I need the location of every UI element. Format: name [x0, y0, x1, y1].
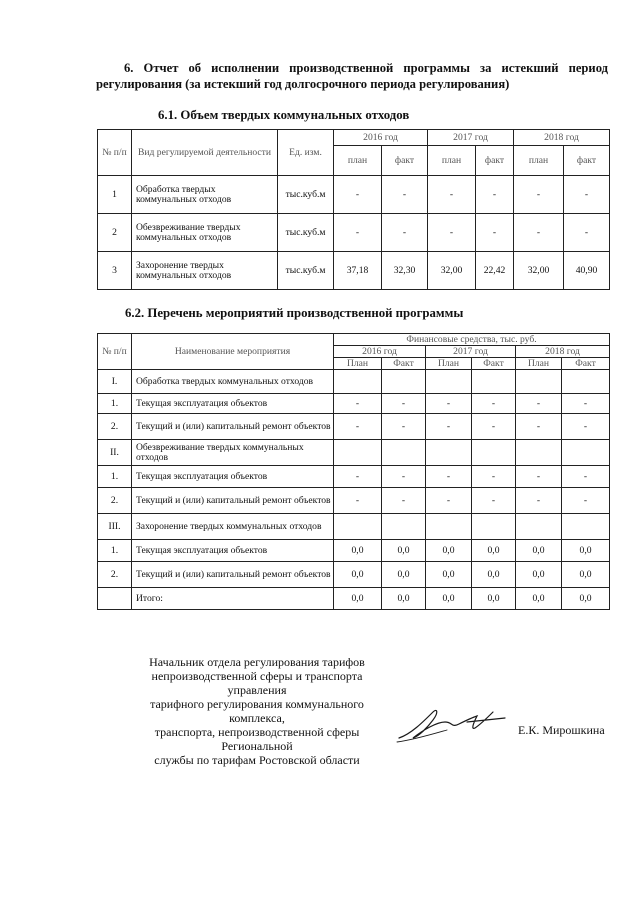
cell-value: -: [382, 176, 428, 214]
header-plan: План: [516, 358, 562, 370]
cell-value: -: [472, 488, 516, 514]
signer-position-line: непроизводственной сферы и транспорта управления: [151, 669, 363, 697]
header-plan: План: [334, 358, 382, 370]
cell-value: -: [382, 466, 426, 488]
row-num: 2.: [98, 414, 132, 440]
row-name: Текущая эксплуатация объектов: [132, 394, 334, 414]
header-year: 2018 год: [516, 346, 610, 358]
header-year: 2018 год: [514, 130, 610, 146]
cell-value: 0,0: [472, 540, 516, 562]
cell-value: -: [476, 176, 514, 214]
cell-value: -: [334, 214, 382, 252]
row-unit: тыс.куб.м: [278, 214, 334, 252]
cell-value: -: [426, 394, 472, 414]
table-row: [98, 176, 610, 214]
header-plan: План: [426, 358, 472, 370]
handwritten-signature-icon: [393, 700, 511, 746]
header-year: 2016 год: [334, 130, 428, 146]
header-year: 2016 год: [334, 346, 426, 358]
cell-value: 32,00: [428, 252, 476, 290]
header-plan: план: [428, 146, 476, 176]
table-row: [98, 394, 610, 414]
cell-value: -: [334, 414, 382, 440]
total-row: [98, 588, 610, 610]
row-name: Текущий и (или) капитальный ремонт объектов: [132, 414, 334, 440]
cell-value: -: [564, 214, 610, 252]
row-name: Захоронение твердых коммунальных отходов: [132, 252, 278, 290]
row-name: Захоронение твердых коммунальных отходов: [132, 514, 334, 540]
cell-value: [516, 514, 562, 540]
cell-value: 0,0: [382, 562, 426, 588]
cell-value: -: [516, 488, 562, 514]
row-name: Текущая эксплуатация объектов: [132, 466, 334, 488]
cell-value: -: [334, 488, 382, 514]
waste-volume-table: [97, 129, 610, 290]
cell-value: 0,0: [426, 562, 472, 588]
cell-value: -: [472, 466, 516, 488]
cell-value: [382, 440, 426, 466]
header-fact: Факт: [382, 358, 426, 370]
header-finance: Финансовые средства, тыс. руб.: [334, 334, 610, 346]
cell-value: -: [426, 466, 472, 488]
header-fact: факт: [382, 146, 428, 176]
table-row: [98, 252, 610, 290]
header-year: 2017 год: [428, 130, 514, 146]
cell-value: -: [562, 414, 610, 440]
header-num: № п/п: [98, 130, 132, 176]
signer-position-line: транспорта, непроизводственной сферы Региональной: [154, 725, 360, 753]
cell-value: 32,00: [514, 252, 564, 290]
section-2-title: 6.2. Перечень мероприятий производственной программы: [125, 306, 464, 320]
cell-value: -: [334, 466, 382, 488]
cell-value: 0,0: [426, 588, 472, 610]
cell-value: -: [428, 176, 476, 214]
signer-name: Е.К. Мирошкина: [518, 723, 605, 737]
cell-value: 0,0: [516, 540, 562, 562]
row-num: II.: [98, 440, 132, 466]
cell-value: -: [428, 214, 476, 252]
report-heading: [96, 60, 608, 92]
signer-position-line: службы по тарифам Ростовской области: [154, 753, 360, 767]
cell-value: -: [516, 414, 562, 440]
cell-value: [382, 514, 426, 540]
row-num: 1.: [98, 540, 132, 562]
cell-value: -: [334, 176, 382, 214]
cell-value: -: [516, 466, 562, 488]
cell-value: 0,0: [334, 562, 382, 588]
row-name: Обработка твердых коммунальных отходов: [132, 176, 278, 214]
cell-value: -: [472, 414, 516, 440]
cell-value: -: [426, 414, 472, 440]
table-row: [98, 562, 610, 588]
header-fact: факт: [564, 146, 610, 176]
cell-value: -: [562, 466, 610, 488]
header-year: 2017 год: [426, 346, 516, 358]
cell-value: 0,0: [562, 562, 610, 588]
table-row: [98, 414, 610, 440]
signer-position: [130, 655, 384, 767]
cell-value: -: [382, 394, 426, 414]
cell-value: 0,0: [472, 588, 516, 610]
cell-value: -: [476, 214, 514, 252]
cell-value: 0,0: [426, 540, 472, 562]
cell-value: [516, 370, 562, 394]
table-row: [98, 540, 610, 562]
signer-position-line: Начальник отдела регулирования тарифов: [149, 655, 365, 669]
cell-value: 0,0: [516, 588, 562, 610]
signer-position-line: тарифного регулирования коммунального комплекса,: [150, 697, 364, 725]
cell-value: 0,0: [382, 540, 426, 562]
row-name: Обезвреживание твердых коммунальных отходов: [132, 214, 278, 252]
cell-value: 37,18: [334, 252, 382, 290]
table-row: [98, 370, 610, 394]
row-num: 1.: [98, 394, 132, 414]
cell-value: [562, 370, 610, 394]
cell-value: -: [516, 394, 562, 414]
cell-value: [382, 370, 426, 394]
row-name: Итого:: [132, 588, 334, 610]
cell-value: 0,0: [516, 562, 562, 588]
row-unit: тыс.куб.м: [278, 252, 334, 290]
header-activity: Вид регулируемой деятельности: [132, 130, 278, 176]
table-row: [98, 514, 610, 540]
header-fact: факт: [476, 146, 514, 176]
heading-line-1: 6. Отчет об исполнении производственной программы за истекший период: [124, 61, 608, 75]
row-num: 2: [98, 214, 132, 252]
cell-value: -: [514, 176, 564, 214]
header-unit: Ед. изм.: [278, 130, 334, 176]
header-num: № п/п: [98, 334, 132, 370]
cell-value: 32,30: [382, 252, 428, 290]
row-num: I.: [98, 370, 132, 394]
cell-value: 0,0: [334, 540, 382, 562]
cell-value: -: [382, 488, 426, 514]
cell-value: -: [562, 394, 610, 414]
cell-value: [562, 440, 610, 466]
cell-value: 0,0: [382, 588, 426, 610]
row-unit: тыс.куб.м: [278, 176, 334, 214]
table-row: [98, 214, 610, 252]
row-name: Текущая эксплуатация объектов: [132, 540, 334, 562]
cell-value: -: [334, 394, 382, 414]
program-activities-table: [97, 333, 610, 610]
table-row: [98, 440, 610, 466]
row-name: Обработка твердых коммунальных отходов: [132, 370, 334, 394]
cell-value: [334, 440, 382, 466]
row-name: Обезвреживание твердых коммунальных отходов: [132, 440, 334, 466]
cell-value: 0,0: [334, 588, 382, 610]
cell-value: 0,0: [562, 588, 610, 610]
cell-value: [334, 370, 382, 394]
cell-value: -: [514, 214, 564, 252]
cell-value: -: [382, 214, 428, 252]
cell-value: 40,90: [564, 252, 610, 290]
row-num: 1.: [98, 466, 132, 488]
cell-value: [426, 440, 472, 466]
cell-value: [334, 514, 382, 540]
cell-value: [562, 514, 610, 540]
cell-value: [472, 440, 516, 466]
row-num: 2.: [98, 488, 132, 514]
cell-value: [472, 370, 516, 394]
table-row: [98, 466, 610, 488]
header-fact: Факт: [472, 358, 516, 370]
cell-value: 0,0: [562, 540, 610, 562]
cell-value: [472, 514, 516, 540]
header-name: Наименование мероприятия: [132, 334, 334, 370]
cell-value: -: [426, 488, 472, 514]
cell-value: [426, 514, 472, 540]
cell-value: -: [562, 488, 610, 514]
row-name: Текущий и (или) капитальный ремонт объектов: [132, 488, 334, 514]
cell-value: 0,0: [472, 562, 516, 588]
row-num: 2.: [98, 562, 132, 588]
table-row: [98, 488, 610, 514]
heading-line-2: регулирования (за истекший год долгосрочного периода регулирования): [96, 77, 510, 91]
header-fact: Факт: [562, 358, 610, 370]
cell-value: -: [382, 414, 426, 440]
cell-value: -: [472, 394, 516, 414]
header-plan: план: [334, 146, 382, 176]
cell-value: [426, 370, 472, 394]
cell-value: 22,42: [476, 252, 514, 290]
cell-value: -: [564, 176, 610, 214]
row-num: 3: [98, 252, 132, 290]
cell-value: [516, 440, 562, 466]
row-num: 1: [98, 176, 132, 214]
section-1-title: 6.1. Объем твердых коммунальных отходов: [158, 108, 410, 122]
row-num: III.: [98, 514, 132, 540]
row-num: [98, 588, 132, 610]
row-name: Текущий и (или) капитальный ремонт объектов: [132, 562, 334, 588]
header-plan: план: [514, 146, 564, 176]
